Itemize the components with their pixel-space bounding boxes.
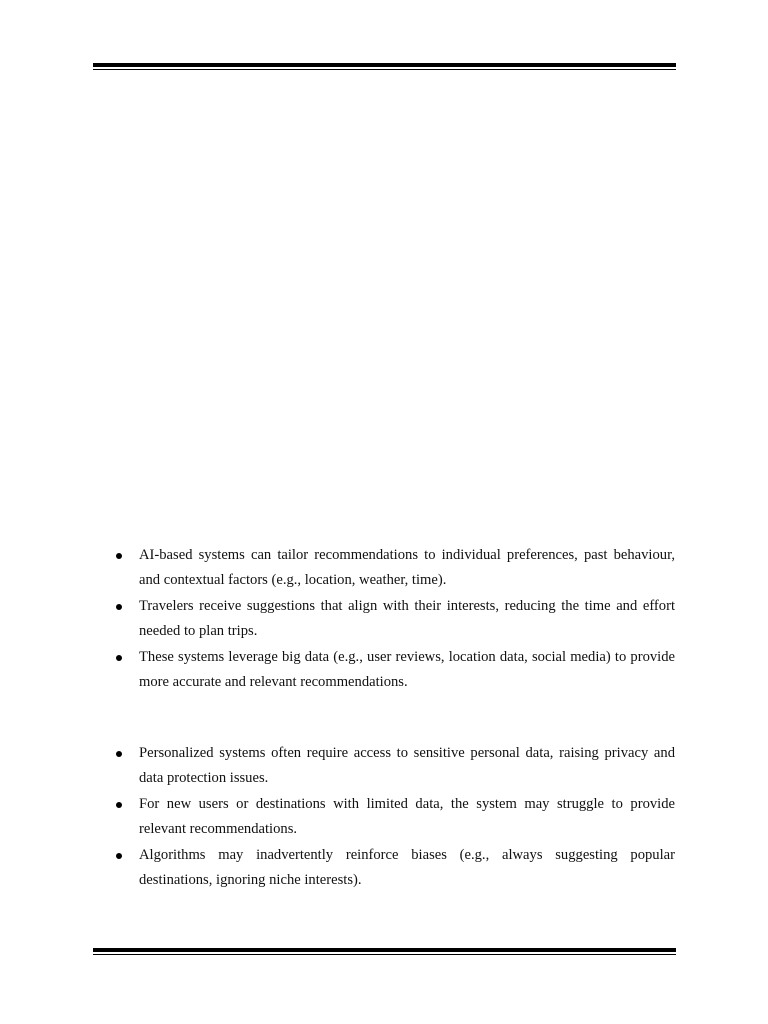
list-item-text: Algorithms may inadvertently reinforce biases (e.g., always suggesting popular destinations, ignoring niche interests). bbox=[139, 847, 675, 888]
list-item bbox=[139, 741, 675, 791]
bullet-icon bbox=[116, 751, 122, 757]
bullet-icon bbox=[116, 553, 122, 559]
list-item-text: Travelers receive suggestions that align with their interests, reducing the time and effort needed to plan trips. bbox=[139, 598, 675, 639]
benefits-list bbox=[139, 543, 675, 696]
list-item-text: For new users or destinations with limited data, the system may struggle to provide relevant recommendations. bbox=[139, 796, 675, 837]
bullet-icon bbox=[116, 655, 122, 661]
list-item bbox=[139, 843, 675, 893]
list-item bbox=[139, 594, 675, 644]
list-item-text: Personalized systems often require access to sensitive personal data, raising privacy and data protection issues. bbox=[139, 745, 675, 786]
bullet-icon bbox=[116, 802, 122, 808]
bullet-icon bbox=[116, 604, 122, 610]
list-item bbox=[139, 645, 675, 695]
list-item-text: These systems leverage big data (e.g., user reviews, location data, social media) to provide more accurate and relevant recommendations. bbox=[139, 649, 675, 690]
challenges-list bbox=[139, 741, 675, 894]
bullet-icon bbox=[116, 853, 122, 859]
list-item bbox=[139, 543, 675, 593]
footer-rule bbox=[93, 948, 676, 955]
list-item-text: AI-based systems can tailor recommendations to individual preferences, past behaviour, and contextual factors (e.g., location, weather, time). bbox=[139, 547, 675, 588]
header-rule bbox=[93, 63, 676, 70]
list-item bbox=[139, 792, 675, 842]
